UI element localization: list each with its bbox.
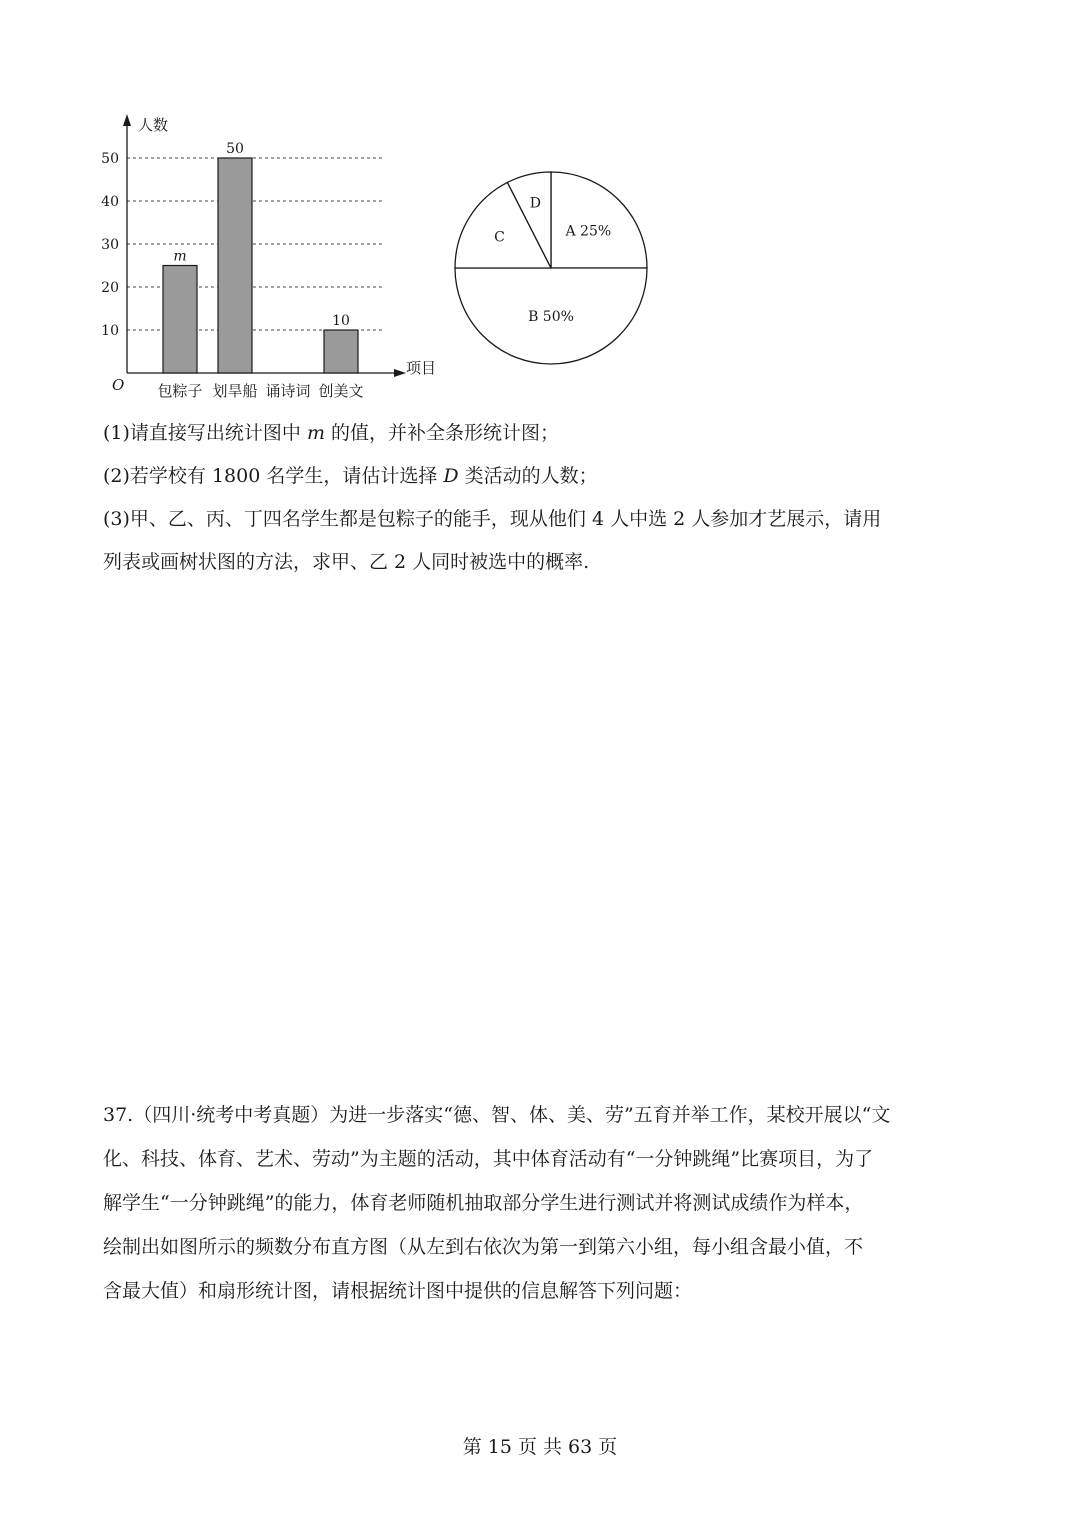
- page-footer: 第 15 页 共 63 页: [462, 1436, 618, 1458]
- q36-part3-line2: 列表或画树状图的方法，求甲、乙 2 人同时被选中的概率.: [103, 551, 590, 573]
- x-axis-arrow: [394, 369, 406, 377]
- q36-part1: (1)请直接写出统计图中 m 的值，并补全条形统计图；: [103, 422, 560, 444]
- bar-value-label: 10: [332, 313, 350, 329]
- y-tick-label: 10: [101, 323, 119, 339]
- q37-line4: 绘制出如图所示的频数分布直方图（从左到右依次为第一到第六小组，每小组含最小值，不: [103, 1236, 864, 1258]
- y-axis-arrow: [123, 114, 131, 126]
- bar: [324, 330, 358, 373]
- x-category-label: 创美文: [318, 382, 364, 400]
- pie-slice-label: B 50%: [528, 309, 574, 325]
- bar: [163, 266, 197, 374]
- x-axis-label: 项目: [406, 359, 437, 377]
- pie-slice-label: D: [529, 195, 541, 212]
- y-tick-label: 30: [101, 237, 119, 253]
- bar: [218, 158, 252, 373]
- y-tick-label: 20: [101, 280, 119, 296]
- pie-chart: [455, 172, 647, 364]
- statistics-figure: [0, 0, 1080, 410]
- origin-label: O: [112, 376, 125, 394]
- question-36-parts: [103, 412, 983, 584]
- y-tick-label: 40: [101, 194, 119, 210]
- q37-line1: 37.（四川·统考中考真题）为进一步落实“德、智、体、美、劳”五育并举工作，某校开展以“文: [103, 1104, 891, 1126]
- pie-slice: [551, 172, 647, 268]
- q37-line5: 含最大值）和扇形统计图，请根据统计图中提供的信息解答下列问题：: [103, 1280, 693, 1302]
- y-axis-label: 人数: [138, 116, 169, 134]
- pie-slice-label: C: [494, 229, 505, 246]
- question-37: [103, 1093, 983, 1313]
- x-category-label: 包粽子: [157, 382, 203, 400]
- q36-part2: (2)若学校有 1800 名学生，请估计选择 D 类活动的人数；: [103, 465, 598, 487]
- q36-part3-line1: (3)甲、乙、丙、丁四名学生都是包粽子的能手，现从他们 4 人中选 2 人参加才艺展示，请用: [103, 508, 882, 530]
- bar-value-label: 50: [226, 141, 244, 157]
- y-tick-label: 50: [101, 151, 119, 167]
- bar-chart: [101, 114, 436, 400]
- pie-slice-label: A 25%: [565, 223, 612, 240]
- x-category-label: 划旱船: [212, 382, 258, 400]
- bar-value-label: m: [173, 248, 187, 265]
- q37-line2: 化、科技、体育、艺术、劳动”为主题的活动，其中体育活动有“一分钟跳绳”比赛项目，为了: [103, 1148, 874, 1170]
- x-category-label: 诵诗词: [265, 382, 311, 400]
- q37-line3: 解学生“一分钟跳绳”的能力，体育老师随机抽取部分学生进行测试并将测试成绩作为样本，: [103, 1192, 864, 1214]
